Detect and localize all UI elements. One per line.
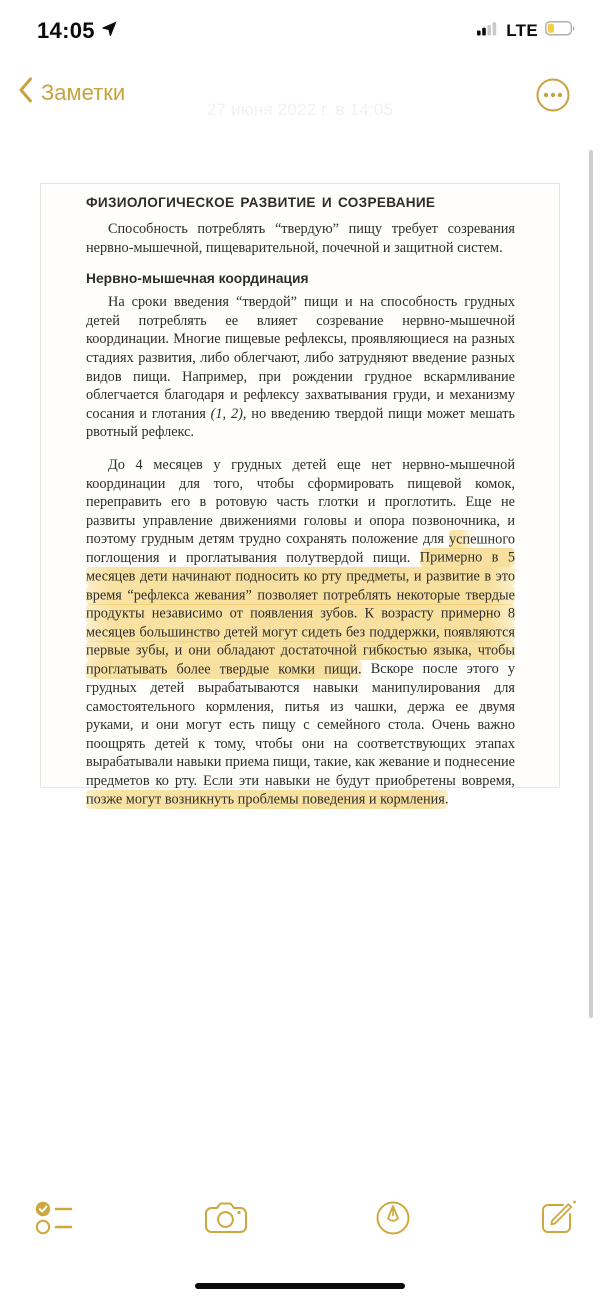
back-button-label: Заметки (41, 79, 126, 105)
home-indicator[interactable] (195, 1283, 405, 1289)
scrollbar[interactable] (589, 150, 593, 1018)
document-paragraph (86, 293, 515, 442)
camera-button[interactable] (204, 1200, 248, 1236)
status-bar (0, 0, 600, 54)
highlighted-text: позже могут возникнуть проблемы поведения и кормления. (86, 791, 449, 808)
network-type-label: LTE (506, 21, 538, 40)
text-run: ФИЗИОЛОГИЧЕСКОЕ РАЗВИТИЕ И СОЗРЕВАНИЕ (86, 195, 436, 210)
highlighted-text: Примерно в 5 месяцев дети начинают подносить ко рту предметы, и развитие в это время “рефлекса жевания” позволяет потреблять некоторые твердые продукты независимо от появления зубов. К возрасту примерно 8 месяцев большинство детей могут сидеть без поддержки, появляются первые зубы, и они обладают достаточной гибкостью языка, чтобы проглатывать более твердые комки пищи. (86, 549, 515, 678)
battery-icon (545, 21, 576, 41)
text-run: (1, 2) (210, 405, 243, 422)
bottom-toolbar (0, 1186, 600, 1250)
compose-icon (538, 1227, 580, 1242)
text-run: До 4 месяцев у грудных детей еще нет нервно-мышечной координации для того, чтобы сформировать пищевой комок, переправить его в ротовую часть глотки и проглотить. Еще не развиты управление движениями головы и опора позвоночника, и поэтому грудным детям трудно сохранять положение для (86, 456, 515, 548)
document-paragraphs (86, 195, 515, 809)
markup-button[interactable] (372, 1197, 414, 1239)
document-heading (86, 271, 515, 286)
markup-pen-icon (372, 1227, 414, 1242)
checklist-button[interactable] (34, 1199, 80, 1237)
document-paragraph (86, 220, 515, 257)
compose-button[interactable] (538, 1197, 580, 1239)
highlighted-text: успешного (449, 531, 515, 548)
text-run: поглощения и проглатывания полутвердой пищи. (86, 549, 420, 566)
document-paragraph (86, 456, 515, 809)
status-time: 14:05 (37, 18, 95, 43)
cellular-signal-icon (477, 21, 499, 41)
checklist-icon (34, 1225, 80, 1240)
text-run: Нервно-мышечная координация (86, 271, 309, 287)
text-run: Способность потреблять “твердую” пищу требует созревания нервно-мышечной, пищеварительной, почечной и защитной систем. (86, 221, 515, 256)
camera-icon (204, 1224, 248, 1239)
text-run: Вскоре после этого у грудных детей вырабатываются навыки манипулирования для самостоятельного кормления, питья из чашки, держа ее двумя руками, и они могут есть пищу с семейного стола. Очень важно поощрять детей к тому, чтобы они на соответствующих этапах вырабатывали навыки приема пищи, такие, как жевание и поднесение предметов ко рту. Если эти навыки не будут приобретены вовремя, (86, 661, 516, 790)
note-date-label: 27 июня 2022 г. в 14:05 (206, 100, 394, 119)
document-heading (86, 195, 515, 210)
scanned-document-image[interactable] (40, 183, 560, 808)
text-run: На сроки введения “твердой” пищи и на способность грудных детей потреблять ее влияет созревание нервно-мышечной координации. Многие пищевые рефлексы, проявляющиеся на разных стадиях развития, либо облегчают, либо затрудняют введение разных видов пищи. Например, при рождении грудное вскармливание облегчается благодаря и рефлексу захватывания груди, и механизму сосания и глотания (86, 294, 515, 422)
text-run: , но введению твердой пищи может мешать рвотный рефлекс. (86, 405, 515, 441)
location-arrow-icon (101, 20, 118, 42)
